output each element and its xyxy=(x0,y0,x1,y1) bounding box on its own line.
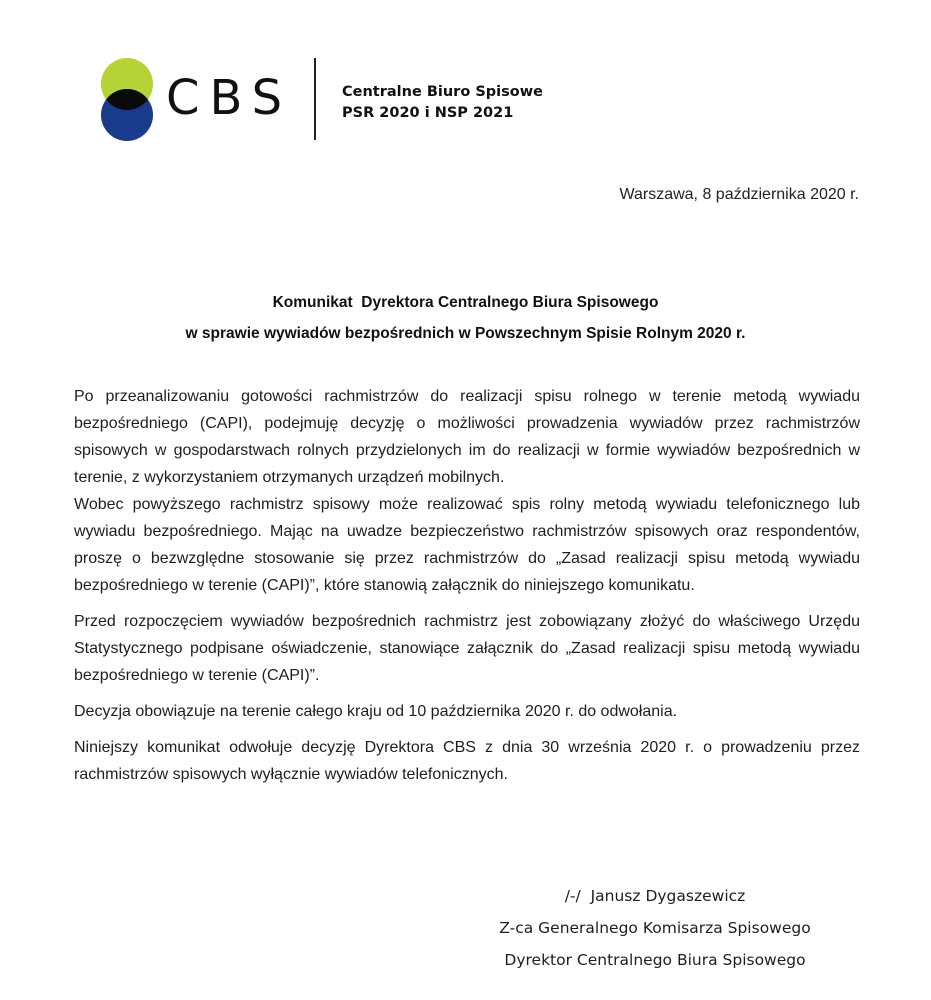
document-title xyxy=(0,287,931,349)
signature-name: /-/ Janusz Dygaszewicz xyxy=(564,887,746,905)
signature-role-1: Z-ca Generalnego Komisarza Spisowego xyxy=(499,919,811,937)
paragraph-5: Niniejszy komunikat odwołuje decyzję Dyrektora CBS z dnia 30 września 2020 r. o prowadzeniu przez rachmistrzów spisowych wyłącznie wywiadów telefonicznych. xyxy=(74,739,860,783)
org-name: Centralne Biuro Spisowe xyxy=(342,84,543,100)
paragraph-3: Przed rozpoczęciem wywiadów bezpośrednich rachmistrz jest zobowiązany złożyć do właściwego Urzędu Statystycznego podpisane oświadczenie, stanowiące załącznik do „Zasad realizacji spisu metodą wywiadu bezpośredniego w terenie (CAPI)”. xyxy=(74,613,860,684)
logo-wordmark: CBS xyxy=(166,70,293,126)
header-divider xyxy=(314,58,316,140)
title-line-2: w sprawie wywiadów bezpośrednich w Powszechnym Spisie Rolnym 2020 r. xyxy=(185,325,746,342)
cbs-logo-icon xyxy=(96,58,158,142)
paragraph-1: Po przeanalizowaniu gotowości rachmistrzów do realizacji spisu rolnego w terenie metodą wywiadu bezpośredniego (CAPI), podejmuję decyzję o możliwości prowadzenia wywiadów przez rachmistrzów spisowych w gospodarstwach rolnych przydzielonych im do realizacji w formie wywiadów bezpośrednich w terenie, z wykorzystaniem otrzymanych urządzeń mobilnych. xyxy=(74,388,860,486)
paragraph-4: Decyzja obowiązuje na terenie całego kraju od 10 października 2020 r. do odwołania. xyxy=(74,703,678,720)
paragraph-2: Wobec powyższego rachmistrz spisowy może realizować spis rolny metodą wywiadu telefonicznego lub wywiadu bezpośredniego. Mając na uwadze bezpieczeństwo rachmistrzów spisowych oraz respondentów, proszę o bezwzględne stosowanie się przez rachmistrzów do „Zasad realizacji spisu metodą wywiadu bezpośredniego w terenie (CAPI)”, które stanowią załącznik do niniejszego komunikatu. xyxy=(74,496,860,594)
date-line: Warszawa, 8 października 2020 r. xyxy=(619,186,859,203)
signature-role-2: Dyrektor Centralnego Biura Spisowego xyxy=(504,951,806,969)
signature-block xyxy=(470,880,840,976)
org-subtitle: PSR 2020 i NSP 2021 xyxy=(342,105,514,121)
document-body xyxy=(74,383,860,788)
organization-block xyxy=(342,82,543,124)
title-line-1: Komunikat Dyrektora Centralnego Biura Spisowego xyxy=(272,294,659,311)
